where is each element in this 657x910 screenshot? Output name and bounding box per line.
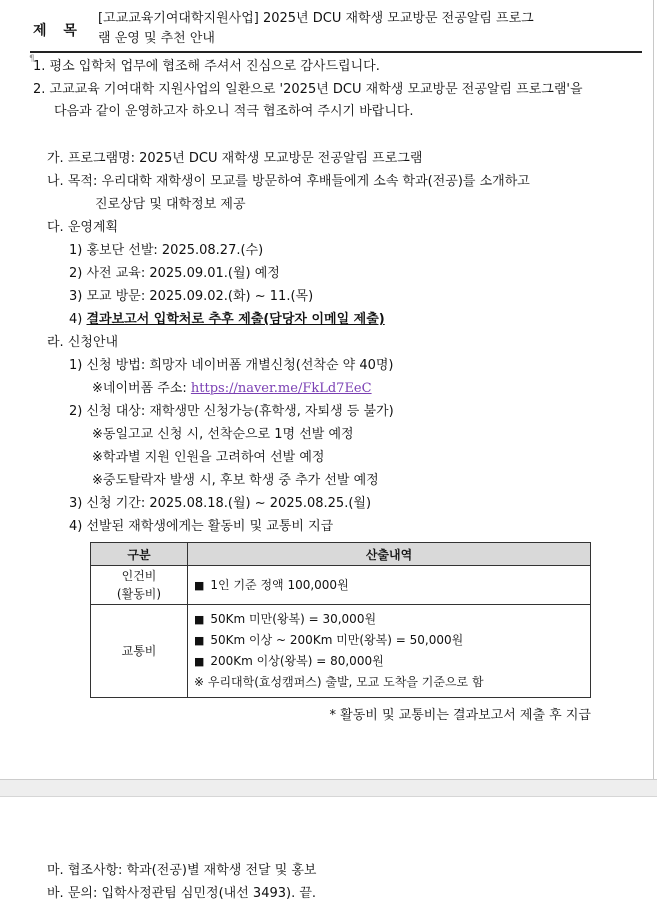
title-rule: [30, 51, 642, 53]
table-cell-category: [91, 566, 188, 605]
item-ra-1-note: [92, 380, 372, 398]
item-ra-1: 1) 신청 방법: 희망자 네이버폼 개별신청(선착순 약 40명): [69, 358, 394, 373]
naverform-link[interactable]: https://naver.me/FkLd7EeC: [190, 381, 372, 396]
table-cell-detail: [188, 566, 591, 605]
item-ga: 가. 프로그램명: 2025년 DCU 재학생 모교방문 전공알림 프로그램: [47, 151, 423, 166]
item-ra-2: 2) 신청 대상: 재학생만 신청가능(휴학생, 자퇴생 등 불가): [69, 404, 394, 419]
transport-line-1: [194, 609, 584, 630]
transport-text-3: 200Km 이상(왕복) = 80,000원: [210, 654, 384, 668]
subject-label: 제 목: [33, 23, 83, 39]
transport-line-2: [194, 630, 584, 651]
naverform-label: ※네이버폼 주소:: [92, 381, 191, 396]
item-da-2: 2) 사전 교육: 2025.09.01.(월) 예정: [69, 266, 280, 281]
transport-line-3: [194, 651, 584, 672]
square-bullet-icon: ■: [194, 578, 205, 592]
page-break-band: [0, 779, 657, 797]
labor-cost-text: 1인 기준 정액 100,000원: [210, 577, 349, 592]
table-row: [91, 605, 591, 698]
table-header-category: 구분: [91, 543, 188, 566]
subject-line-1: [고교교육기여대학지원사업] 2025년 DCU 재학생 모교방문 전공알림 프로그: [98, 11, 534, 26]
transport-text-1: 50Km 미만(왕복) = 30,000원: [210, 612, 377, 626]
transport-note: ※ 우리대학(효성캠퍼스) 출발, 모교 도착을 기준으로 함: [194, 675, 484, 689]
item-ra-2-note-1: ※동일고교 신청 시, 선착순으로 1명 선발 예정: [92, 427, 354, 442]
cost-table: [90, 542, 591, 698]
page-edge: [653, 0, 654, 780]
item-ra: 라. 신청안내: [47, 335, 119, 350]
item-na-line-2: 진로상담 및 대학정보 제공: [95, 197, 246, 212]
footnote: * 활동비 및 교통비는 결과보고서 제출 후 지급: [329, 708, 591, 723]
square-bullet-icon: ■: [194, 613, 205, 626]
paragraph-2-line-2: 다음과 같이 운영하고자 하오니 적극 협조하여 주시기 바랍니다.: [54, 104, 414, 119]
subject-line-2: 램 운영 및 추천 안내: [98, 31, 215, 46]
item-da-1: 1) 홍보단 선발: 2025.08.27.(수): [69, 243, 264, 258]
square-bullet-icon: ■: [194, 634, 205, 647]
labor-cost-label: 인건비: [121, 569, 157, 583]
item-ra-2-note-2: ※학과별 지원 인원을 고려하여 선발 예정: [92, 450, 325, 465]
item-da-4-text: 결과보고서 입학처로 추후 제출(담당자 이메일 제출): [86, 312, 385, 327]
table-cell-detail: [188, 605, 591, 698]
activity-cost-label: (활동비): [116, 587, 162, 601]
item-da-4-prefix: 4): [69, 312, 87, 327]
item-ba: 바. 문의: 입학사정관팀 심민정(내선 3493). 끝.: [47, 886, 317, 901]
labor-cost-line: [194, 575, 584, 596]
item-ma: 마. 협조사항: 학과(전공)별 재학생 전달 및 홍보: [47, 863, 317, 878]
table-header-row: [91, 543, 591, 566]
item-ra-4: 4) 선발된 재학생에게는 활동비 및 교통비 지급: [69, 519, 334, 534]
table-header-detail: 산출내역: [188, 543, 591, 566]
table-cell-category: 교통비: [91, 605, 188, 698]
item-ra-2-note-3: ※중도탈락자 발생 시, 후보 학생 중 추가 선발 예정: [92, 473, 379, 488]
item-ra-3: 3) 신청 기간: 2025.08.18.(월) ~ 2025.08.25.(월): [69, 496, 372, 511]
item-da-4: [69, 311, 385, 329]
paragraph-2-line-1: 2. 고교교육 기여대학 지원사업의 일환으로 '2025년 DCU 재학생 모교방문 전공알림 프로그램'을: [33, 82, 583, 97]
paragraph-1: 1. 평소 입학처 업무에 협조해 주셔서 진심으로 감사드립니다.: [33, 59, 380, 74]
item-na-line-1: 나. 목적: 우리대학 재학생이 모교를 방문하여 후배들에게 소속 학과(전공)를 소개하고: [47, 174, 530, 189]
transport-text-2: 50Km 이상 ~ 200Km 미만(왕복) = 50,000원: [210, 633, 464, 647]
square-bullet-icon: ■: [194, 655, 205, 668]
item-da: 다. 운영계획: [47, 220, 119, 235]
paragraph-mark: ¶: [29, 54, 35, 64]
item-da-3: 3) 모교 방문: 2025.09.02.(화) ~ 11.(목): [69, 289, 314, 304]
table-row: [91, 566, 591, 605]
